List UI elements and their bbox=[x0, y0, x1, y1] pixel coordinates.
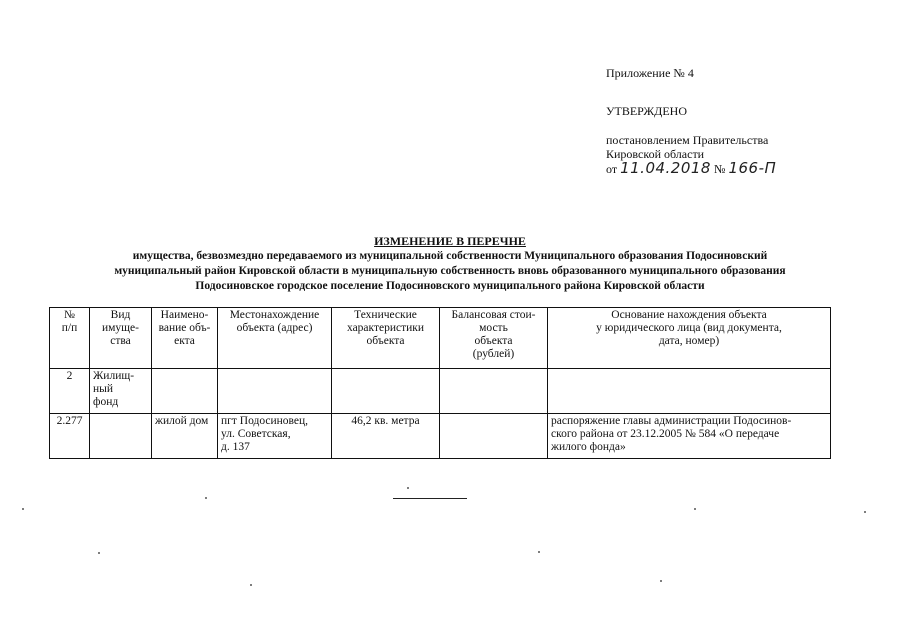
text-line: у юридического лица (вид документа, bbox=[596, 322, 782, 334]
table-row bbox=[50, 414, 831, 459]
text-line: вание объ- bbox=[158, 322, 211, 334]
text-line: имуще- bbox=[102, 322, 139, 334]
text-line: Жилищ- bbox=[93, 370, 135, 382]
scan-speck bbox=[250, 584, 252, 586]
cell-number: 2.277 bbox=[50, 414, 90, 459]
text-line: Наимено- bbox=[160, 309, 209, 321]
text-line: пгт Подосиновец, bbox=[221, 415, 309, 427]
handwritten-number: 166-П bbox=[728, 159, 777, 177]
scan-speck bbox=[407, 487, 409, 489]
end-divider bbox=[393, 498, 467, 499]
approval-basis bbox=[606, 133, 776, 176]
cell-type bbox=[90, 369, 152, 414]
text-line: объекта bbox=[474, 335, 513, 347]
scan-speck bbox=[538, 551, 540, 553]
col-header-balance bbox=[440, 308, 548, 369]
cell-address bbox=[218, 414, 332, 459]
text-line: (рублей) bbox=[472, 348, 515, 360]
text-line: ского района от 23.12.2005 № 584 «О передаче bbox=[551, 428, 780, 440]
text-line: ства bbox=[110, 335, 131, 347]
basis-line-2: Кировской области bbox=[606, 147, 705, 161]
text-line: екта bbox=[174, 335, 195, 347]
cell-name: жилой дом bbox=[152, 414, 218, 459]
scan-speck bbox=[22, 508, 24, 510]
col-header-name bbox=[152, 308, 218, 369]
scan-speck bbox=[98, 552, 100, 554]
cell-tech bbox=[332, 369, 440, 414]
heading-line-2: муниципальный район Кировской области в муниципальную собственность вновь образованного муниципального образования bbox=[114, 265, 786, 277]
text-line: фонд bbox=[93, 396, 119, 408]
cell-balance bbox=[440, 369, 548, 414]
text-line: объекта (адрес) bbox=[236, 322, 313, 334]
scan-speck bbox=[660, 580, 662, 582]
heading-line-3: Подосиновское городское поселение Подосиновского муниципального района Кировской области bbox=[195, 280, 705, 292]
text-line: характеристики bbox=[346, 322, 425, 334]
text-line: объекта bbox=[366, 335, 405, 347]
cell-tech: 46,2 кв. метра bbox=[332, 414, 440, 459]
col-header-basis bbox=[548, 308, 831, 369]
heading-line-1: имущества, безвозмездно передаваемого из муниципальной собственности Муниципального образования Подосиновский bbox=[132, 250, 768, 262]
basis-line-1: постановлением Правительства bbox=[606, 133, 769, 147]
text-line: распоряжение главы администрации Подосинов- bbox=[551, 415, 792, 427]
col-header-type bbox=[90, 308, 152, 369]
text-line: жилого фонда» bbox=[551, 441, 626, 453]
scan-speck bbox=[205, 497, 207, 499]
approved-stamp: УТВЕРЖДЕНО bbox=[606, 104, 688, 118]
col-header-tech bbox=[332, 308, 440, 369]
cell-number: 2 bbox=[50, 369, 90, 414]
text-line: Основание нахождения объекта bbox=[611, 309, 767, 321]
text-line: Балансовая стои- bbox=[451, 309, 536, 321]
col-header-address bbox=[218, 308, 332, 369]
table-header-row bbox=[50, 308, 831, 369]
from-label: от bbox=[606, 162, 618, 176]
text-line: ул. Советская, bbox=[221, 428, 291, 440]
text-line: № bbox=[64, 309, 75, 321]
cell-name bbox=[152, 369, 218, 414]
scan-speck bbox=[694, 508, 696, 510]
cell-address bbox=[218, 369, 332, 414]
annex-number: Приложение № 4 bbox=[606, 66, 694, 80]
text-line: ный bbox=[93, 383, 114, 395]
text-line: Местонахождение bbox=[229, 309, 320, 321]
text-line: д. 137 bbox=[221, 441, 250, 453]
text-line: мость bbox=[479, 322, 508, 334]
table-row bbox=[50, 369, 831, 414]
text-line: Вид bbox=[110, 309, 131, 321]
cell-balance bbox=[440, 414, 548, 459]
basis-date-line bbox=[606, 161, 776, 176]
text-line: Технические bbox=[354, 309, 417, 321]
number-label: № bbox=[713, 162, 726, 176]
document-heading bbox=[40, 234, 860, 294]
document-title: ИЗМЕНЕНИЕ В ПЕРЕЧНЕ bbox=[374, 234, 526, 248]
handwritten-date: 11.04.2018 bbox=[620, 159, 711, 177]
scan-speck bbox=[864, 511, 866, 513]
cell-basis bbox=[548, 369, 831, 414]
text-line: п/п bbox=[61, 322, 78, 334]
text-line: дата, номер) bbox=[658, 335, 720, 347]
col-header-number bbox=[50, 308, 90, 369]
cell-type bbox=[90, 414, 152, 459]
property-table bbox=[49, 307, 831, 459]
cell-basis bbox=[548, 414, 831, 459]
